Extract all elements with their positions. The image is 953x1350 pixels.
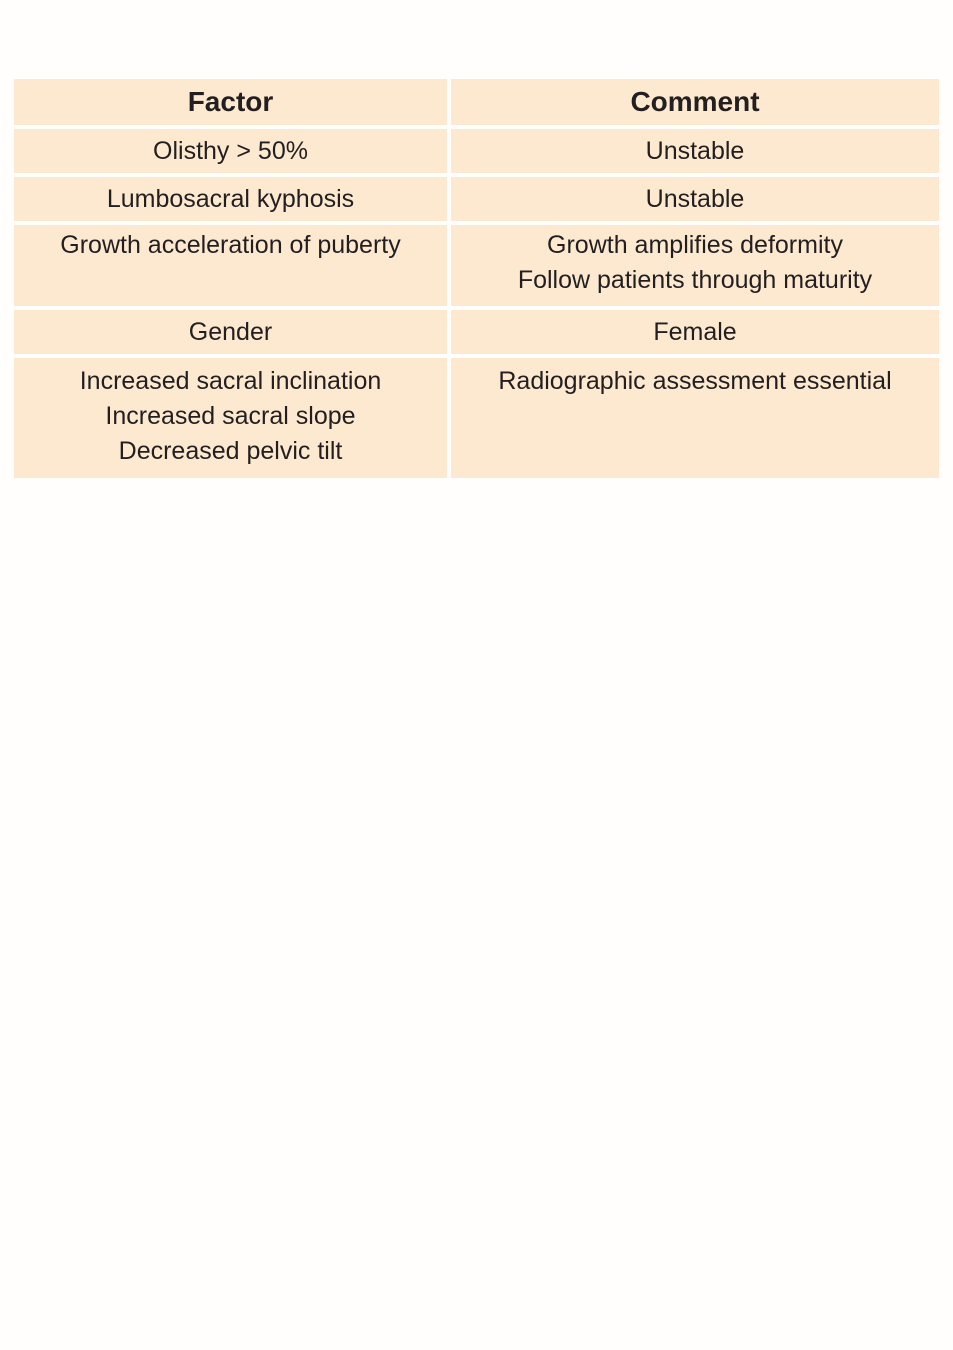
table-row — [14, 129, 939, 177]
factor-cell — [14, 129, 451, 177]
table-header-row — [14, 79, 939, 129]
comment-cell — [451, 129, 939, 177]
comment-text: Unstable — [645, 184, 745, 213]
factor-cell — [14, 310, 451, 358]
header-comment: Comment — [451, 79, 939, 129]
factor-cell — [14, 358, 451, 478]
factor-comment-table-container — [14, 79, 939, 478]
comment-text: Female — [653, 317, 737, 346]
factor-cell — [14, 177, 451, 225]
factor-comment-table — [14, 79, 939, 478]
comment-cell — [451, 310, 939, 358]
comment-cell — [451, 225, 939, 310]
comment-text: Follow patients through maturity — [517, 266, 873, 294]
factor-text: Gender — [188, 317, 273, 346]
factor-text: Increased sacral slope — [105, 402, 356, 430]
table-row — [14, 225, 939, 310]
table-row — [14, 177, 939, 225]
comment-text: Radiographic assessment essential — [498, 367, 892, 395]
table-row — [14, 358, 939, 478]
comment-text: Unstable — [645, 136, 745, 165]
comment-text: Growth amplifies deformity — [547, 231, 843, 259]
factor-text: Decreased pelvic tilt — [118, 437, 343, 465]
comment-cell — [451, 177, 939, 225]
factor-text: Lumbosacral kyphosis — [106, 184, 355, 213]
comment-cell — [451, 358, 939, 478]
factor-text: Growth acceleration of puberty — [60, 231, 401, 259]
factor-text: Olisthy > 50% — [153, 136, 308, 165]
factor-cell — [14, 225, 451, 310]
header-factor: Factor — [14, 79, 451, 129]
table-row — [14, 310, 939, 358]
factor-text: Increased sacral inclination — [79, 367, 382, 395]
